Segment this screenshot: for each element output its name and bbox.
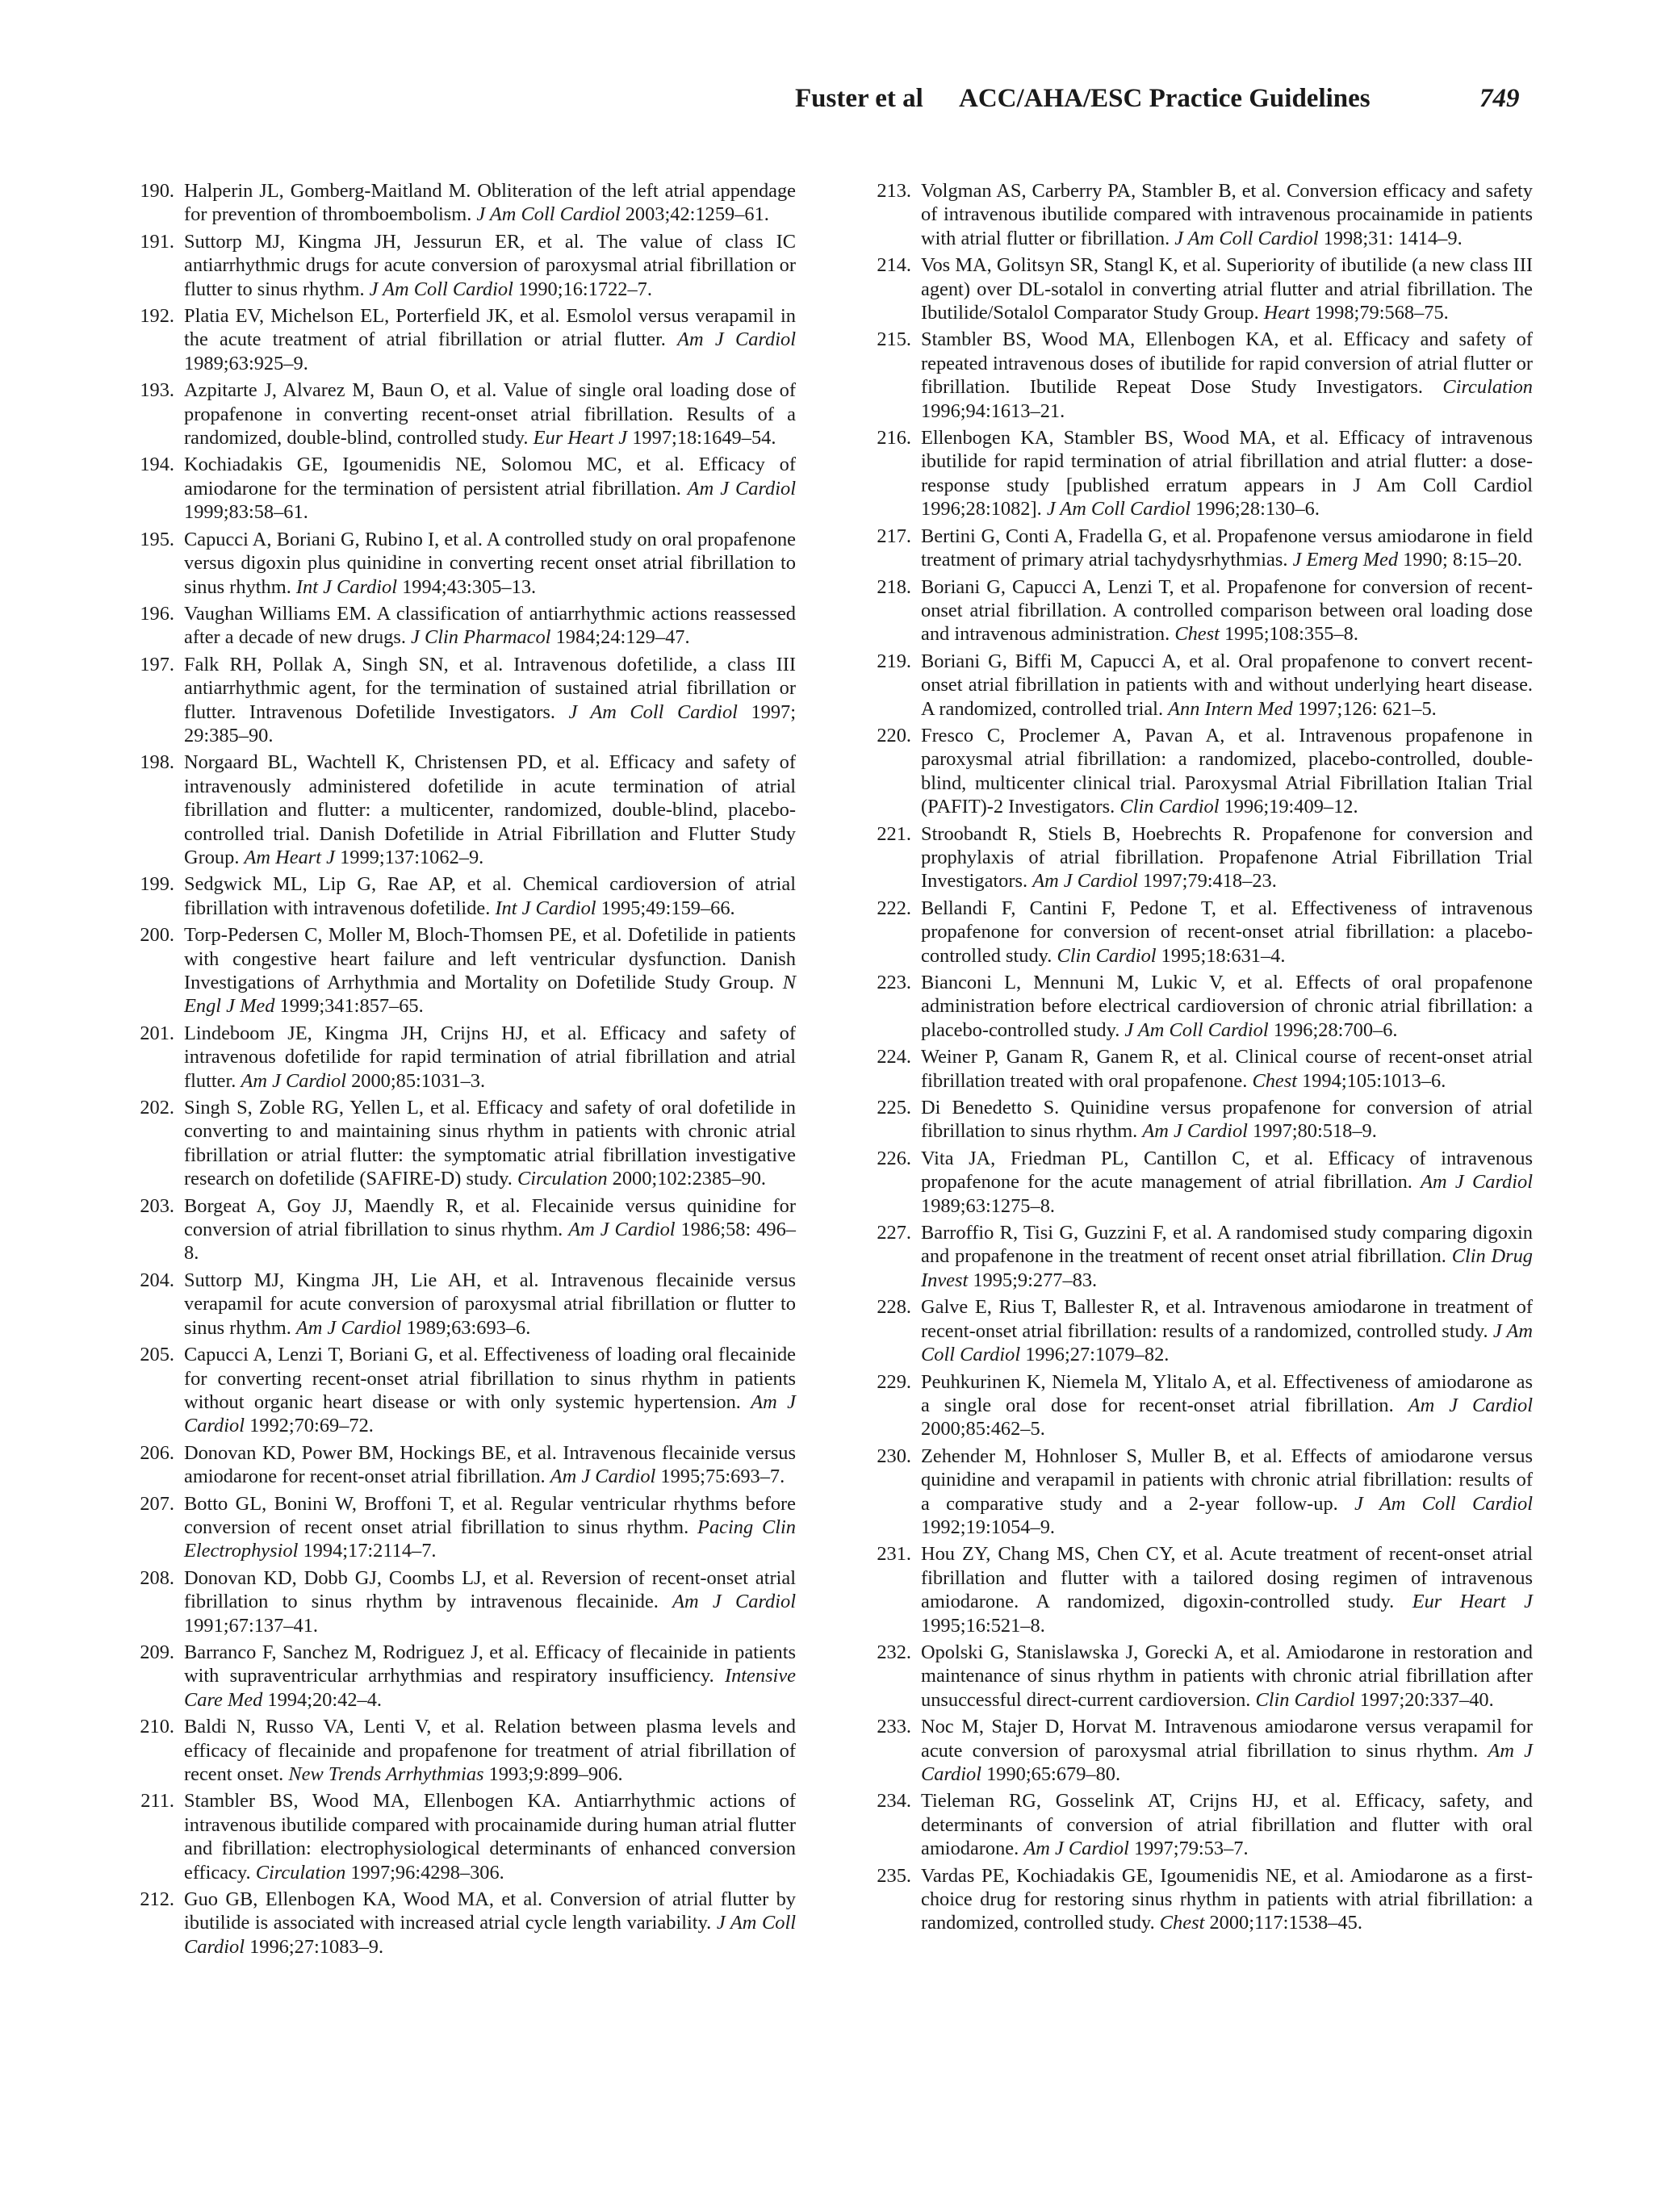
reference-item — [129, 1888, 796, 1959]
reference-text: Vardas PE, Kochiadakis GE, Igoumenidis NE, et al. Amiodarone as a first-choice drug for restoring sinus rhythm in patients with atrial fibrillation: a randomized, controlled study. — [921, 1864, 1533, 1934]
reference-number: 228. — [877, 1296, 911, 1319]
reference-text: Capucci A, Lenzi T, Boriani G, et al. Effectiveness of loading oral flecainide for converting recent-onset atrial fibrillation to sinus rhythm in patients without organic heart disease or with only systemic hypertension. — [184, 1344, 796, 1413]
reference-text: Ellenbogen KA, Stambler BS, Wood MA, et al. Efficacy of intravenous ibutilide for rapid termination of atrial fibrillation and atrial flutter: a dose-response study [published erratum appears in J Am Coll Cardiol 1996;28:1082]. — [921, 427, 1533, 521]
reference-citation: 1994;17:2114–7. — [298, 1540, 437, 1562]
reference-text: Volgman AS, Carberry PA, Stambler B, et al. Conversion efficacy and safety of intravenous ibutilide compared with intravenous procainamide in patients with atrial flutter or fibrillation. — [921, 180, 1533, 249]
reference-citation: 1990;65:679–80. — [981, 1763, 1121, 1785]
reference-item — [866, 328, 1533, 423]
reference-text: Boriani G, Biffi M, Capucci A, et al. Oral propafenone to convert recent-onset atrial fibrillation in patients with and without underlying heart disease. A randomized, controlled trial. — [921, 650, 1533, 720]
reference-item — [129, 1715, 796, 1786]
reference-text: Capucci A, Boriani G, Rubino I, et al. A controlled study on oral propafenone versus digoxin plus quinidine in converting recent onset atrial fibrillation to sinus rhythm. — [184, 528, 796, 598]
reference-text: Vos MA, Golitsyn SR, Stangl K, et al. Superiority of ibutilide (a new class III agent) over DL-sotalol in converting atrial flutter and atrial fibrillation. The Ibutilide/Sotalol Comparator Study Group. — [921, 254, 1533, 324]
reference-text: Stambler BS, Wood MA, Ellenbogen KA. Antiarrhythmic actions of intravenous ibutilide compared with procainamide during human atrial flutter and fibrillation: electrophysiological determinants of enhanced conversion efficacy. — [184, 1790, 796, 1884]
reference-journal: New Trends Arrhythmias — [288, 1763, 484, 1785]
reference-journal: Chest — [1159, 1912, 1205, 1934]
references-column-left — [129, 179, 796, 1962]
reference-item — [129, 528, 796, 599]
reference-item — [129, 378, 796, 450]
reference-number: 218. — [877, 575, 911, 598]
reference-journal: Clin Cardiol — [1119, 796, 1220, 818]
reference-item — [866, 1542, 1533, 1637]
reference-citation: 1994;43:305–13. — [397, 575, 537, 598]
reference-citation: 1995;49:159–66. — [596, 897, 735, 919]
reference-number: 205. — [140, 1344, 174, 1366]
reference-text: Guo GB, Ellenbogen KA, Wood MA, et al. Conversion of atrial flutter by ibutilide is associated with increased atrial cycle length variability. — [184, 1888, 796, 1934]
reference-journal: Chest — [1252, 1069, 1297, 1092]
reference-item — [866, 1045, 1533, 1093]
reference-citation: 1990;16:1722–7. — [513, 278, 652, 300]
reference-citation: 1993;9:899–906. — [483, 1763, 623, 1785]
reference-number: 222. — [877, 897, 911, 919]
reference-text: Stroobandt R, Stiels B, Hoebrechts R. Propafenone for conversion and prophylaxis of atrial fibrillation. Propafenone Atrial Fibrillation Trial Investigators. — [921, 822, 1533, 893]
reference-citation: 1990; 8:15–20. — [1398, 549, 1522, 571]
reference-citation: 1996;94:1613–21. — [921, 399, 1065, 422]
reference-item — [866, 1370, 1533, 1441]
reference-journal: Am J Cardiol — [677, 328, 796, 351]
reference-text: Stambler BS, Wood MA, Ellenbogen KA, et al. Efficacy and safety of repeated intravenous doses of ibutilide for rapid conversion of atrial flutter or fibrillation. Ibutilide Repeat Dose Study Investigators. — [921, 328, 1533, 399]
running-header — [0, 84, 1653, 124]
reference-text: Barroffio R, Tisi G, Guzzini F, et al. A randomised study comparing digoxin and propafenone in the treatment of recent onset atrial fibrillation. — [921, 1222, 1533, 1268]
reference-number: 197. — [140, 653, 174, 675]
reference-citation: 1995;75:693–7. — [655, 1466, 785, 1488]
reference-citation: 1997;79:418–23. — [1137, 870, 1277, 893]
reference-citation: 1994;20:42–4. — [262, 1688, 383, 1711]
reference-journal: Chest — [1174, 623, 1220, 646]
reference-number: 215. — [877, 328, 911, 351]
reference-citation: 1996;27:1083–9. — [245, 1935, 384, 1958]
reference-text: Halperin JL, Gomberg-Maitland M. Obliteration of the left atrial appendage for prevention of thromboembolism. — [184, 180, 796, 226]
reference-number: 226. — [877, 1147, 911, 1169]
reference-text: Noc M, Stajer D, Horvat M. Intravenous amiodarone versus verapamil for acute conversion of paroxysmal atrial fibrillation to sinus rhythm. — [921, 1716, 1533, 1762]
reference-citation: 1995;16:521–8. — [921, 1614, 1045, 1637]
reference-number: 227. — [877, 1222, 911, 1244]
reference-item — [866, 650, 1533, 721]
reference-journal: Pacing Clin Electrophysiol — [184, 1516, 796, 1562]
reference-text: Boriani G, Capucci A, Lenzi T, et al. Propafenone for conversion of recent-onset atrial fibrillation. A controlled comparison between oral loading dose and intravenous administration. — [921, 575, 1533, 646]
reference-number: 223. — [877, 972, 911, 993]
reference-number: 203. — [140, 1194, 174, 1217]
reference-item — [129, 923, 796, 1018]
reference-journal: J Am Coll Cardiol — [568, 700, 738, 723]
reference-citation: 1998;31: 1414–9. — [1318, 227, 1463, 249]
reference-number: 206. — [140, 1441, 174, 1464]
reference-number: 211. — [140, 1790, 174, 1813]
reference-number: 235. — [877, 1864, 911, 1887]
reference-text: Baldi N, Russo VA, Lenti V, et al. Relation between plasma levels and efficacy of flecainide and propafenone for treatment of atrial fibrillation of recent onset. — [184, 1716, 796, 1785]
reference-number: 204. — [140, 1269, 174, 1291]
reference-number: 217. — [877, 525, 911, 547]
reference-journal: J Am Coll Cardiol — [1354, 1492, 1533, 1515]
reference-number: 212. — [140, 1888, 174, 1911]
reference-number: 193. — [140, 379, 174, 402]
reference-journal: J Emerg Med — [1292, 549, 1399, 571]
reference-citation: 2000;85:1031–3. — [345, 1069, 486, 1092]
reference-journal: Int J Cardiol — [295, 575, 398, 598]
reference-number: 210. — [140, 1716, 174, 1738]
reference-text: Donovan KD, Power BM, Hockings BE, et al. Intravenous flecainide versus amiodarone for recent-onset atrial fibrillation. — [184, 1441, 796, 1488]
references-column-right — [866, 179, 1533, 1938]
reference-number: 220. — [877, 724, 911, 746]
reference-journal: J Am Coll Cardiol — [476, 203, 621, 226]
reference-item — [129, 1022, 796, 1093]
reference-text: Bertini G, Conti A, Fradella G, et al. Propafenone versus amiodarone in field treatment of primary atrial tachydysrhythmias. — [921, 525, 1533, 571]
reference-text: Norgaard BL, Wachtell K, Christensen PD, et al. Efficacy and safety of intravenously administered dofetilide in acute termination of atrial fibrillation and flutter: a multicenter, randomized, double-blind, placebo-controlled trial. Danish Dofetilide in Atrial Fibrillation and Flutter Study Group. — [184, 751, 796, 868]
reference-citation: 1997;20:337–40. — [1354, 1688, 1494, 1711]
reference-text: Botto GL, Bonini W, Broffoni T, et al. Regular ventricular rhythms before conversion of recent onset atrial fibrillation to sinus rhythm. — [184, 1492, 796, 1538]
reference-text: Galve E, Rius T, Ballester R, et al. Intravenous amiodarone in treatment of recent-onset atrial fibrillation: results of a randomized, controlled study. — [921, 1296, 1533, 1342]
reference-citation: 1992;19:1054–9. — [921, 1516, 1055, 1538]
reference-item — [866, 426, 1533, 521]
reference-item — [866, 1221, 1533, 1292]
reference-item — [866, 1445, 1533, 1540]
reference-journal: Circulation — [517, 1168, 608, 1190]
reference-item — [866, 1715, 1533, 1786]
reference-item — [866, 575, 1533, 646]
reference-item — [129, 453, 796, 524]
reference-text: Opolski G, Stanislawska J, Gorecki A, et al. Amiodarone in restoration and maintenance of sinus rhythm in patients with chronic atrial fibrillation after unsuccessful direct-current cardioversion. — [921, 1641, 1533, 1711]
reference-journal: J Am Coll Cardiol — [184, 1912, 796, 1958]
reference-text: Vita JA, Friedman PL, Cantillon C, et al. Efficacy of intravenous propafenone for the acute management of atrial fibrillation. — [921, 1147, 1533, 1194]
reference-citation: 1996;27:1079–82. — [1020, 1344, 1170, 1366]
reference-item — [129, 1441, 796, 1489]
reference-text: Barranco F, Sanchez M, Rodriguez J, et al. Efficacy of flecainide in patients with supraventricular arrhythmias and respiratory insufficiency. — [184, 1641, 796, 1687]
reference-item — [866, 179, 1533, 250]
reference-number: 192. — [140, 305, 174, 328]
reference-number: 230. — [877, 1445, 911, 1467]
reference-number: 209. — [140, 1641, 174, 1663]
reference-journal: Am J Cardiol — [550, 1466, 656, 1488]
reference-citation: 1984;24:129–47. — [550, 626, 690, 649]
reference-number: 214. — [877, 254, 911, 277]
reference-text: Bianconi L, Mennuni M, Lukic V, et al. Effects of oral propafenone administration before electrical cardioversion of chronic atrial fibrillation: a placebo-controlled study. — [921, 972, 1533, 1041]
reference-item — [866, 525, 1533, 572]
reference-citation: 1989;63:693–6. — [401, 1316, 531, 1339]
reference-journal: Eur Heart J — [533, 427, 628, 450]
reference-citation: 1995;18:631–4. — [1156, 944, 1286, 967]
reference-number: 202. — [140, 1097, 174, 1119]
reference-journal: Am J Cardiol — [241, 1069, 346, 1092]
reference-journal: J Am Coll Cardiol — [1174, 227, 1319, 249]
reference-citation: 1995;9:277–83. — [968, 1269, 1098, 1291]
reference-citation: 1996;19:409–12. — [1219, 796, 1358, 818]
reference-citation: 1996;28:130–6. — [1191, 498, 1320, 521]
reference-journal: N Engl J Med — [184, 972, 796, 1018]
reference-citation: 2000;117:1538–45. — [1204, 1912, 1362, 1934]
reference-citation: 1999;137:1062–9. — [334, 846, 484, 868]
reference-item — [866, 253, 1533, 324]
reference-journal: Eur Heart J — [1412, 1591, 1533, 1613]
reference-text: Tieleman RG, Gosselink AT, Crijns HJ, et al. Efficacy, safety, and determinants of conversion of atrial fibrillation and flutter with oral amiodarone. — [921, 1790, 1533, 1860]
reference-item — [129, 1566, 796, 1637]
reference-item — [866, 724, 1533, 819]
reference-item — [129, 304, 796, 375]
reference-citation: 1986;58: 496–8. — [184, 1219, 797, 1265]
reference-journal: Clin Cardiol — [1255, 1688, 1355, 1711]
reference-item — [129, 1492, 796, 1563]
reference-citation: 1997;80:518–9. — [1247, 1120, 1377, 1143]
reference-number: 219. — [877, 650, 911, 672]
reference-journal: J Am Coll Cardiol — [1046, 498, 1191, 521]
reference-text: Platia EV, Michelson EL, Porterfield JK, et al. Esmolol versus verapamil in the acute treatment of atrial fibrillation or atrial flutter. — [184, 305, 796, 351]
reference-number: 201. — [140, 1022, 174, 1044]
reference-item — [866, 822, 1533, 893]
reference-number: 234. — [877, 1790, 911, 1813]
reference-journal: Am J Cardiol — [672, 1591, 796, 1613]
reference-citation: 1989;63:1275–8. — [921, 1194, 1055, 1217]
reference-number: 224. — [877, 1046, 911, 1068]
reference-journal: Am J Cardiol — [1032, 870, 1138, 893]
reference-citation: 2000;102:2385–90. — [607, 1168, 767, 1190]
reference-number: 190. — [140, 180, 174, 202]
reference-citation: 1997;126: 621–5. — [1292, 697, 1437, 720]
reference-text: Di Benedetto S. Quinidine versus propafenone for conversion of atrial fibrillation to sinus rhythm. — [921, 1097, 1533, 1143]
reference-citation: 1997;96:4298–306. — [345, 1861, 504, 1884]
reference-citation: 1997; 29:385–90. — [184, 700, 797, 746]
reference-number: 225. — [877, 1097, 911, 1119]
page-number: 749 — [1479, 84, 1520, 113]
reference-item — [866, 897, 1533, 968]
reference-journal: Am J Cardiol — [1142, 1120, 1248, 1143]
reference-text: Suttorp MJ, Kingma JH, Jessurun ER, et al. The value of class IC antiarrhythmic drugs for acute conversion of paroxysmal atrial fibrillation or flutter to sinus rhythm. — [184, 230, 796, 300]
reference-number: 198. — [140, 751, 174, 774]
reference-text: Hou ZY, Chang MS, Chen CY, et al. Acute treatment of recent-onset atrial fibrillation and flutter with a tailored dosing regimen of intravenous amiodarone. A randomized, digoxin-controlled study. — [921, 1543, 1533, 1613]
reference-text: Vaughan Williams EM. A classification of antiarrhythmic actions reassessed after a decade of new drugs. — [184, 602, 796, 649]
reference-item — [866, 971, 1533, 1042]
reference-item — [129, 602, 796, 650]
reference-text: Sedgwick ML, Lip G, Rae AP, et al. Chemical cardioversion of atrial fibrillation with intravenous dofetilide. — [184, 873, 796, 919]
reference-citation: 1996;28:700–6. — [1268, 1018, 1398, 1041]
reference-text: Borgeat A, Goy JJ, Maendly R, et al. Flecainide versus quinidine for conversion of atrial fibrillation to sinus rhythm. — [184, 1194, 796, 1241]
reference-citation: 1991;67:137–41. — [184, 1614, 318, 1637]
reference-number: 229. — [877, 1370, 911, 1393]
reference-journal: J Am Coll Cardiol — [921, 1319, 1533, 1366]
reference-number: 191. — [140, 230, 174, 253]
reference-text: Azpitarte J, Alvarez M, Baun O, et al. Value of single oral loading dose of propafenone in converting recent-onset atrial fibrillation. Results of a randomized, double-blind, controlled study. — [184, 379, 796, 450]
reference-text: Lindeboom JE, Kingma JH, Crijns HJ, et al. Efficacy and safety of intravenous dofetilide for rapid termination of atrial fibrillation and atrial flutter. — [184, 1022, 796, 1092]
reference-item — [129, 1641, 796, 1712]
reference-journal: J Am Coll Cardiol — [1124, 1018, 1269, 1041]
reference-journal: Clin Cardiol — [1057, 944, 1157, 967]
reference-journal: J Clin Pharmacol — [411, 626, 551, 649]
reference-text: Fresco C, Proclemer A, Pavan A, et al. Intravenous propafenone in paroxysmal atrial fibrillation: a randomized, placebo-controlled, double-blind, multicenter clinical trial. Paroxysmal Atrial Fibrillation Italian Trial (PAFIT)-2 Investigators. — [921, 724, 1533, 818]
reference-text: Bellandi F, Cantini F, Pedone T, et al. Effectiveness of intravenous propafenone for conversion of recent-onset atrial fibrillation: a placebo-controlled study. — [921, 897, 1533, 967]
reference-item — [129, 751, 796, 869]
reference-journal: Am J Cardiol — [184, 1390, 796, 1437]
reference-number: 194. — [140, 454, 174, 476]
reference-item — [129, 1789, 796, 1884]
reference-citation: 1992;70:69–72. — [245, 1415, 374, 1437]
reference-journal: Am J Cardiol — [1408, 1394, 1533, 1416]
reference-citation: 1999;341:857–65. — [274, 995, 424, 1018]
reference-number: 221. — [877, 822, 911, 845]
header-title: ACC/AHA/ESC Practice Guidelines — [959, 84, 1371, 113]
reference-item — [129, 179, 796, 227]
reference-citation: 1997;18:1649–54. — [627, 427, 776, 450]
reference-number: 208. — [140, 1566, 174, 1589]
reference-journal: Intensive Care Med — [184, 1665, 796, 1711]
reference-number: 207. — [140, 1492, 174, 1515]
reference-journal: J Am Coll Cardiol — [369, 278, 513, 300]
reference-journal: Am J Cardiol — [1023, 1838, 1129, 1860]
reference-item — [129, 872, 796, 920]
reference-text: Suttorp MJ, Kingma JH, Lie AH, et al. Intravenous flecainide versus verapamil for acute conversion of paroxysmal atrial fibrillation or flutter to sinus rhythm. — [184, 1269, 796, 1339]
reference-citation: 1997;79:53–7. — [1128, 1838, 1249, 1860]
reference-text: Donovan KD, Dobb GJ, Coombs LJ, et al. Reversion of recent-onset atrial fibrillation to sinus rhythm by intravenous flecainide. — [184, 1566, 796, 1613]
reference-item — [129, 230, 796, 301]
reference-item — [866, 1147, 1533, 1218]
reference-number: 196. — [140, 602, 174, 625]
reference-item — [129, 1269, 796, 1340]
reference-text: Weiner P, Ganam R, Ganem R, et al. Clinical course of recent-onset atrial fibrillation treated with oral propafenone. — [921, 1046, 1533, 1092]
reference-text: Kochiadakis GE, Igoumenidis NE, Solomou MC, et al. Efficacy of amiodarone for the termination of persistent atrial fibrillation. — [184, 454, 796, 500]
reference-text: Singh S, Zoble RG, Yellen L, et al. Efficacy and safety of oral dofetilide in converting to and maintaining sinus rhythm in patients with chronic atrial fibrillation or atrial flutter: the symptomatic atrial fibrillation investigative research on dofetilide (SAFIRE-D) study. — [184, 1097, 796, 1190]
reference-journal: Ann Intern Med — [1168, 697, 1293, 720]
reference-citation: 2000;85:462–5. — [921, 1418, 1045, 1441]
reference-journal: Clin Drug Invest — [921, 1245, 1533, 1291]
reference-item — [129, 1096, 796, 1191]
reference-number: 195. — [140, 528, 174, 550]
reference-text: Peuhkurinen K, Niemela M, Ylitalo A, et al. Effectiveness of amiodarone as a single oral dose for recent-onset atrial fibrillation. — [921, 1370, 1533, 1416]
reference-item — [129, 653, 796, 748]
reference-number: 199. — [140, 873, 174, 896]
reference-journal: Am Heart J — [244, 846, 335, 868]
reference-citation: 2003;42:1259–61. — [620, 203, 769, 226]
reference-item — [866, 1096, 1533, 1144]
reference-citation: 1994;105:1013–6. — [1297, 1069, 1446, 1092]
reference-text: Zehender M, Hohnloser S, Muller B, et al. Effects of amiodarone versus quinidine and verapamil in patients with chronic atrial fibrillation: results of a comparative study and a 2-year follow-up. — [921, 1445, 1533, 1515]
reference-citation: 1995;108:355–8. — [1219, 623, 1358, 646]
reference-journal: Circulation — [1442, 376, 1533, 399]
reference-number: 200. — [140, 924, 174, 947]
reference-journal: Heart — [1263, 302, 1310, 324]
reference-number: 231. — [877, 1543, 911, 1566]
reference-item — [129, 1194, 796, 1265]
reference-journal: Am J Cardiol — [568, 1219, 676, 1241]
reference-citation: 1998;79:568–75. — [1309, 302, 1449, 324]
reference-journal: Am J Cardiol — [1421, 1171, 1533, 1194]
reference-item — [866, 1641, 1533, 1712]
reference-number: 232. — [877, 1641, 911, 1663]
reference-number: 233. — [877, 1716, 911, 1738]
reference-journal: Circulation — [255, 1861, 346, 1884]
reference-item — [866, 1864, 1533, 1935]
reference-journal: Int J Cardiol — [495, 897, 596, 919]
reference-text: Torp-Pedersen C, Moller M, Bloch-Thomsen PE, et al. Dofetilide in patients with congestive heart failure and left ventricular dysfunction. Danish Investigations of Arrhythmia and Mortality on Dofetilide Study Group. — [184, 924, 796, 993]
reference-journal: Am J Cardiol — [921, 1739, 1534, 1785]
reference-citation: 1999;83:58–61. — [184, 501, 308, 524]
reference-journal: Am J Cardiol — [687, 477, 796, 500]
reference-text: Falk RH, Pollak A, Singh SN, et al. Intravenous dofetilide, a class III antiarrhythmic agent, for the termination of sustained atrial fibrillation or flutter. Intravenous Dofetilide Investigators. — [184, 653, 796, 723]
reference-number: 213. — [877, 180, 911, 202]
reference-item — [129, 1343, 796, 1438]
reference-item — [866, 1295, 1533, 1366]
reference-item — [866, 1789, 1533, 1860]
reference-number: 216. — [877, 427, 911, 450]
reference-citation: 1989;63:925–9. — [184, 352, 308, 374]
header-authors: Fuster et al — [795, 84, 923, 113]
reference-journal: Am J Cardiol — [295, 1316, 402, 1339]
